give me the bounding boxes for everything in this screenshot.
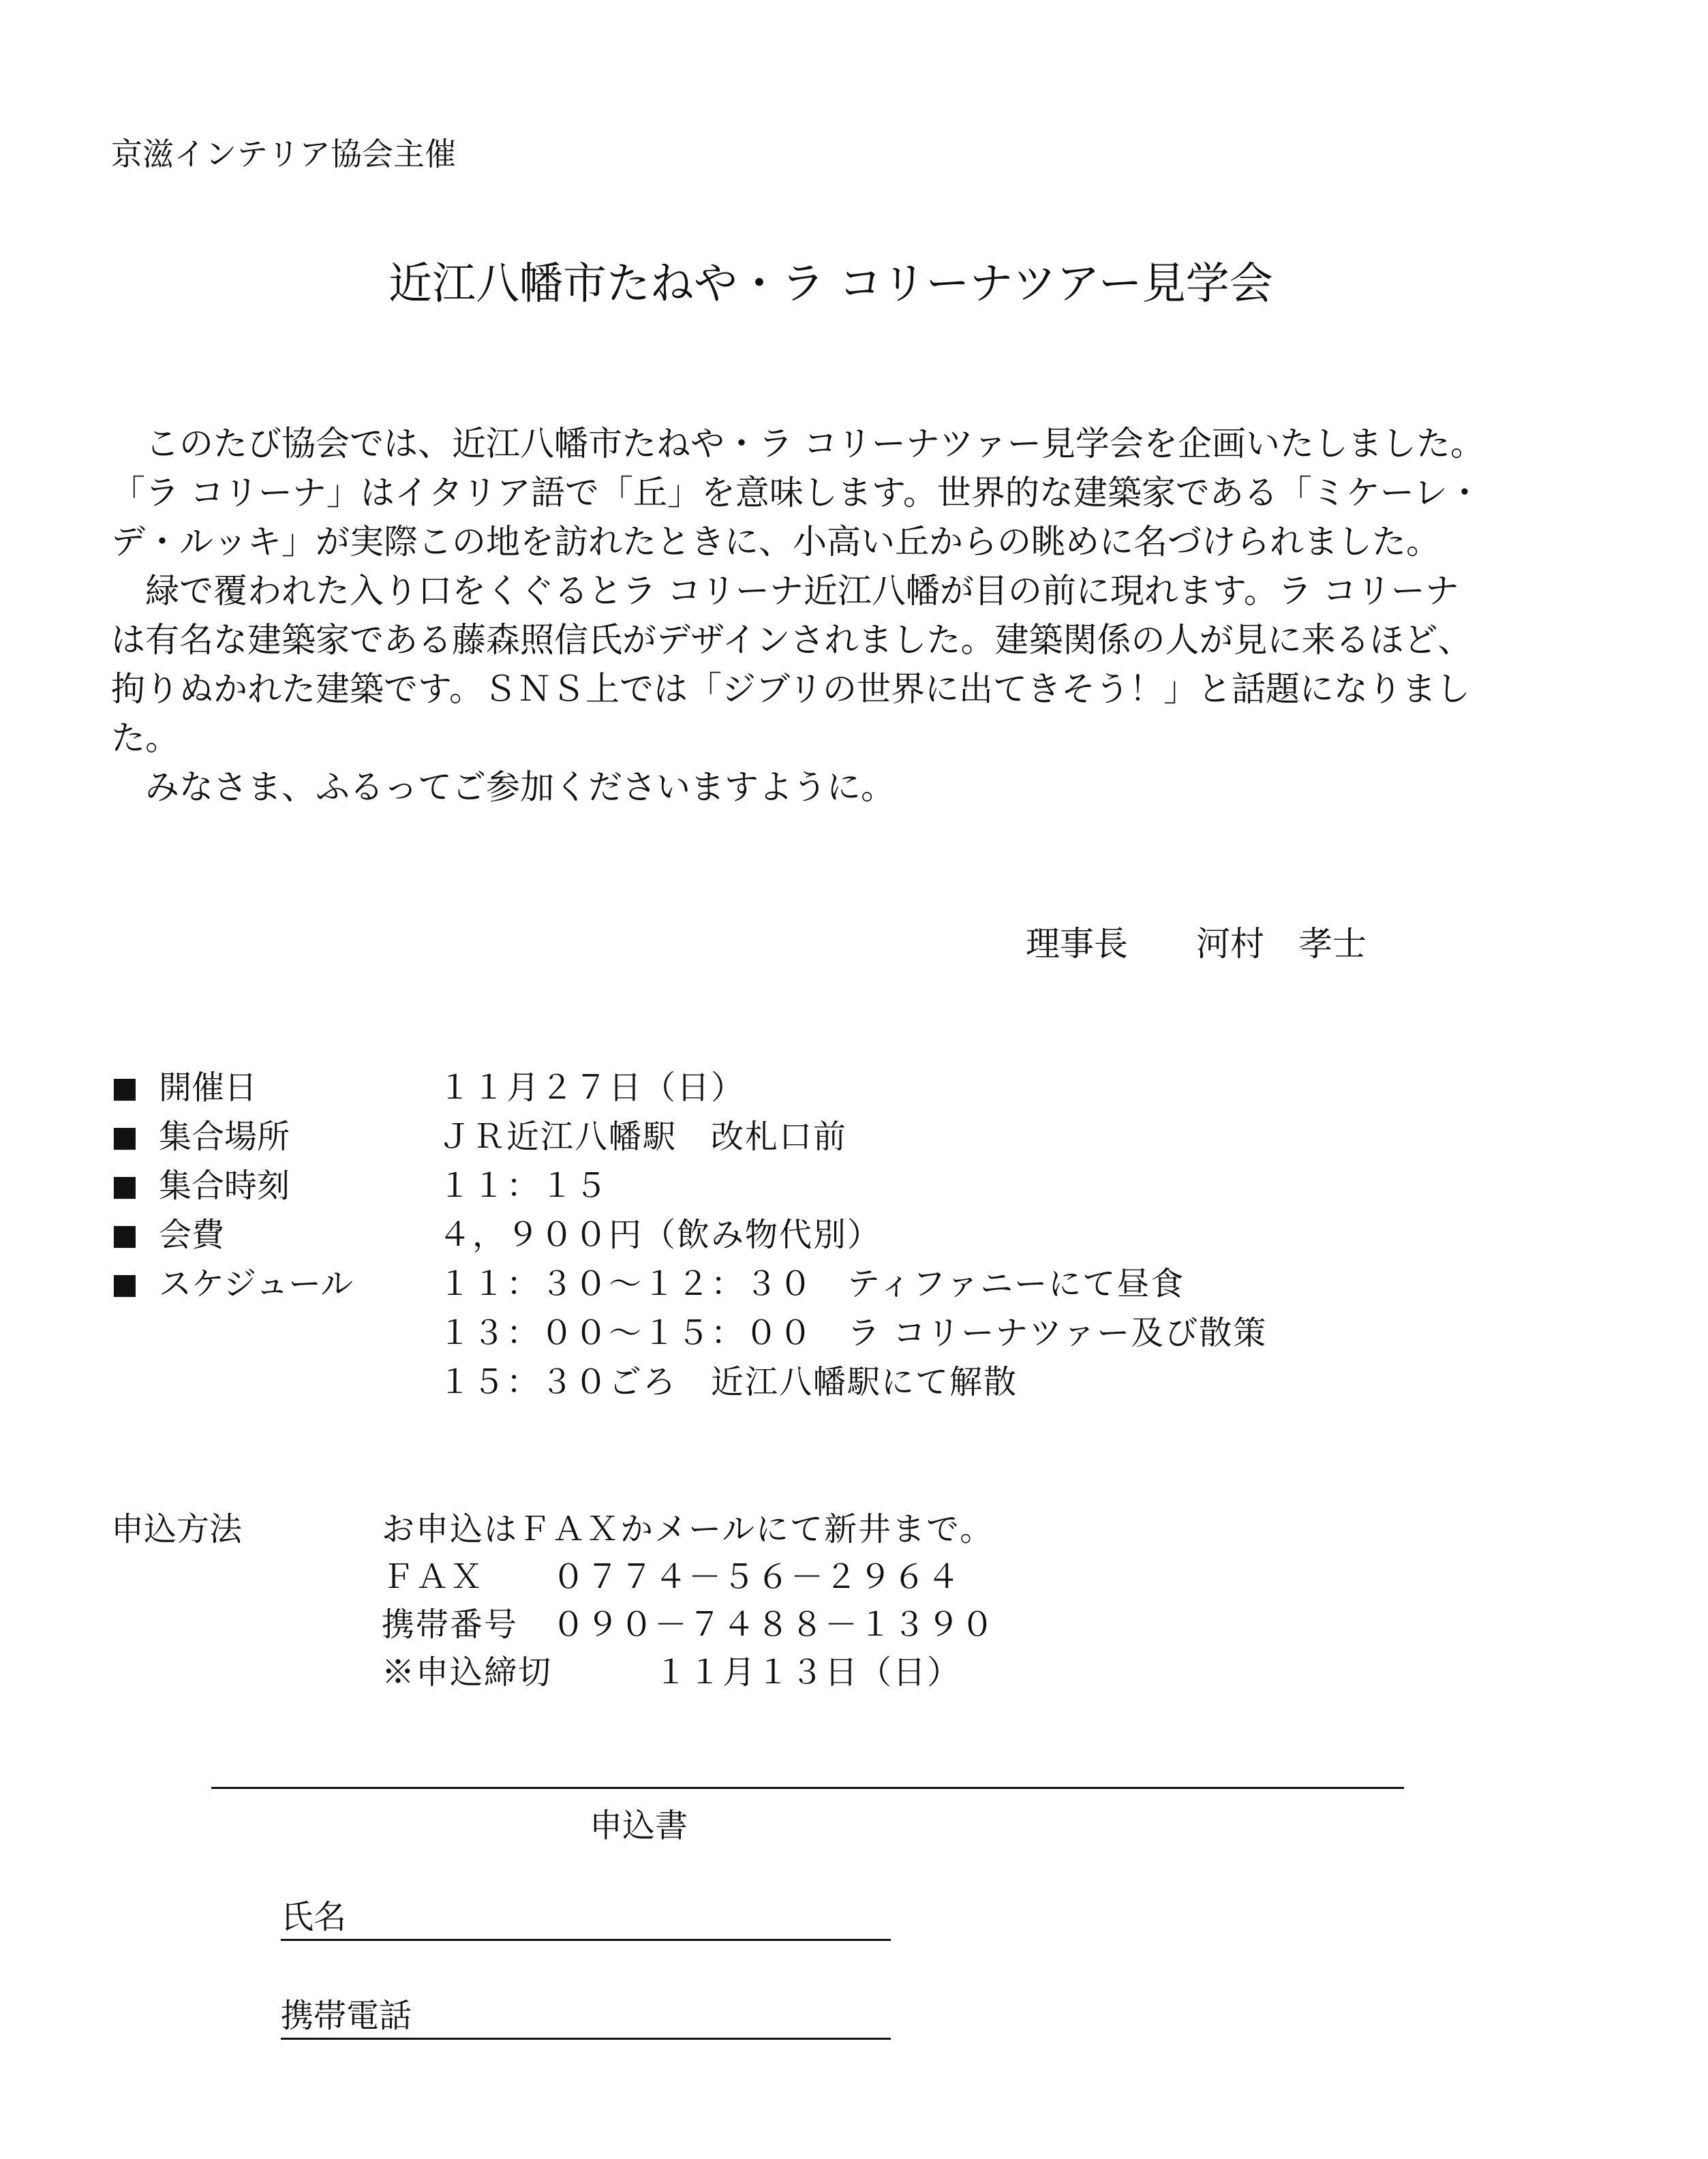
body-line: このたび協会では、近江八幡市たねや・ラ コリーナツァー見学会を企画いたしました。 (111, 424, 1484, 463)
form-title: 申込書 (590, 1807, 688, 1845)
form-divider (211, 1787, 1404, 1789)
name-field[interactable] (281, 1898, 891, 1941)
body-line: みなさま、ふるってご参加くださいますように。 (111, 767, 895, 807)
deadline-label: ※申込締切 (382, 1653, 553, 1691)
phone-field-label: 携帯電話 (281, 1997, 412, 2035)
mobile-label: 携帯番号 (382, 1606, 519, 1644)
schedule-line: １５：３０ごろ 近江八幡駅にて解散 (438, 1363, 1018, 1401)
body-line: 「ラ コリーナ」はイタリア語で「丘」を意味します。世界的な建築家である「ミケーレ・ (111, 473, 1482, 512)
name-field-label: 氏名 (281, 1898, 347, 1936)
mobile-number: ０９０－７４８８－１３９０ (552, 1606, 996, 1644)
square-bullet-icon: ■ (111, 1267, 138, 1300)
deadline-line (382, 1646, 961, 1693)
body-line: 拘りぬかれた建築です。ＳＮＳ上では「ジブリの世界に出てきそう！」と話題になりまし (111, 669, 1470, 709)
body-line: は有名な建築家である藤森照信氏がデザインされました。建築関係の人が見に来るほど、 (111, 620, 1472, 660)
document-title: 近江八幡市たねや・ラ コリーナツアー見学会 (388, 259, 1273, 309)
fax-number: ０７７４－５６－２９６４ (552, 1558, 962, 1596)
schedule-line: １３：００〜１５：００ ラ コリーナツァー及び散策 (438, 1314, 1268, 1352)
signature-name: 河村 孝士 (1196, 924, 1367, 964)
square-bullet-icon: ■ (111, 1120, 138, 1153)
detail-label: 集合時刻 (159, 1167, 290, 1205)
deadline-date: １１月１３日（日） (654, 1653, 962, 1691)
square-bullet-icon: ■ (111, 1169, 138, 1202)
detail-label: 会費 (159, 1216, 225, 1254)
mobile-line (382, 1598, 995, 1645)
body-text (111, 419, 1597, 812)
fax-label: ＦＡＸ (382, 1558, 485, 1596)
phone-field[interactable] (281, 1997, 891, 2040)
detail-value: １１：３０〜１２：３０ ティファニーにて昼食 (438, 1265, 1185, 1303)
detail-value: １１月２７日（日） (438, 1069, 746, 1107)
square-bullet-icon: ■ (111, 1071, 138, 1104)
application-intro: お申込はＦＡＸかメールにて新井まで。 (382, 1510, 994, 1548)
square-bullet-icon: ■ (111, 1218, 138, 1251)
body-line: 緑で覆われた入り口をくぐるとラ コリーナ近江八幡が目の前に現れます。ラ コリーナ (111, 571, 1459, 611)
application-label: 申込方法 (111, 1510, 243, 1548)
body-line: た。 (111, 718, 179, 758)
detail-value: ４，９００円（飲み物代別） (438, 1216, 882, 1254)
body-line: デ・ルッキ」が実際この地を訪れたときに、小高い丘からの眺めに名づけられました。 (111, 522, 1440, 562)
signature (1026, 917, 1367, 966)
detail-value: １１：１５ (438, 1167, 609, 1205)
signature-role: 理事長 (1026, 924, 1128, 964)
detail-value: ＪＲ近江八幡駅 改札口前 (438, 1118, 848, 1156)
organizer-line: 京滋インテリア協会主催 (111, 136, 456, 172)
detail-label: 開催日 (159, 1069, 258, 1107)
fax-line (382, 1550, 961, 1597)
detail-label: 集合場所 (159, 1118, 290, 1156)
detail-label: スケジュール (159, 1265, 354, 1303)
